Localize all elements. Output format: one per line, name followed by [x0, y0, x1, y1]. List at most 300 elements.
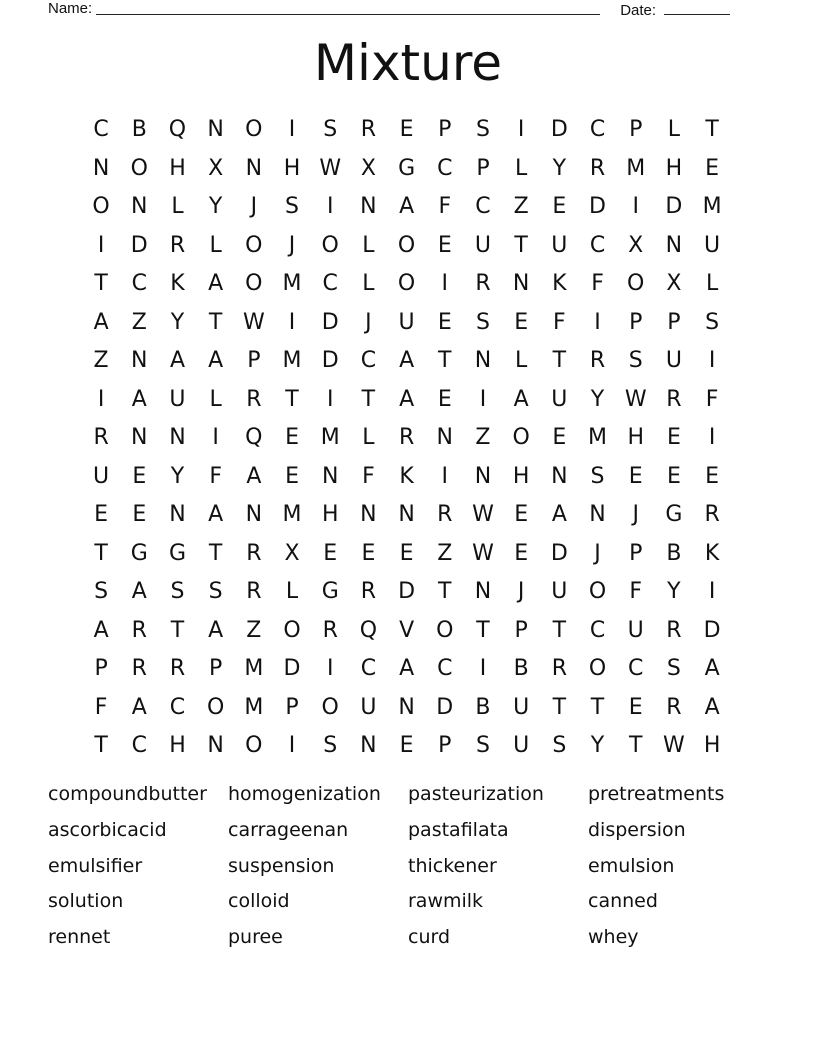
grid-letter[interactable]: O [245, 733, 263, 758]
grid-letter[interactable]: R [666, 617, 682, 643]
grid-letter[interactable]: O [206, 694, 225, 720]
grid-letter[interactable]: R [666, 694, 682, 720]
grid-letter[interactable]: W [242, 309, 265, 335]
grid-letter[interactable]: C [437, 155, 453, 181]
grid-letter[interactable]: N [92, 155, 110, 181]
grid-letter[interactable]: P [629, 309, 643, 335]
grid-letter[interactable]: A [704, 694, 720, 720]
grid-letter[interactable]: A [399, 386, 415, 412]
grid-letter[interactable]: F [209, 463, 222, 489]
grid-letter[interactable]: D [589, 194, 606, 219]
grid-letter[interactable]: S [705, 309, 720, 335]
grid-letter[interactable]: E [399, 540, 414, 566]
grid-letter[interactable]: F [629, 579, 643, 604]
grid-letter[interactable]: J [632, 502, 639, 527]
grid-letter[interactable]: M [244, 694, 264, 720]
grid-letter[interactable]: E [361, 540, 376, 566]
grid-letter[interactable]: D [436, 694, 454, 720]
grid-letter[interactable]: W [663, 733, 685, 758]
grid-letter[interactable]: B [513, 656, 529, 681]
grid-letter[interactable]: I [517, 117, 525, 142]
grid-letter[interactable]: Q [359, 617, 378, 643]
grid-letter[interactable]: T [438, 579, 452, 604]
grid-letter[interactable]: O [245, 271, 263, 296]
grid-letter[interactable]: R [704, 502, 720, 527]
grid-letter[interactable]: N [360, 502, 377, 527]
grid-letter[interactable]: E [285, 425, 299, 450]
grid-letter[interactable]: P [247, 348, 261, 373]
grid-letter[interactable]: F [553, 309, 566, 335]
grid-letter[interactable]: A [169, 348, 185, 373]
grid-letter[interactable]: C [322, 271, 338, 296]
grid-letter[interactable]: G [321, 579, 339, 604]
grid-letter[interactable]: I [288, 733, 296, 758]
grid-letter[interactable]: I [441, 463, 449, 489]
grid-letter[interactable]: C [360, 348, 377, 373]
grid-letter[interactable]: B [475, 694, 491, 720]
grid-letter[interactable]: J [594, 540, 601, 566]
grid-letter[interactable]: T [628, 733, 643, 758]
grid-letter[interactable]: T [590, 694, 605, 720]
grid-letter[interactable]: U [513, 733, 530, 758]
grid-letter[interactable]: N [551, 463, 568, 489]
grid-letter[interactable]: T [552, 694, 567, 720]
grid-letter[interactable]: I [326, 194, 334, 219]
grid-letter[interactable]: N [131, 194, 148, 219]
grid-letter[interactable]: I [708, 579, 716, 604]
grid-letter[interactable]: D [665, 194, 683, 219]
grid-letter[interactable]: I [708, 425, 716, 450]
grid-letter[interactable]: E [132, 463, 147, 489]
grid-letter[interactable]: N [398, 502, 415, 527]
word-list-item: carrageenan [228, 818, 349, 841]
grid-letter[interactable]: T [208, 309, 223, 335]
grid-letter[interactable]: F [438, 194, 452, 219]
grid-letter[interactable]: T [94, 271, 108, 296]
grid-letter[interactable]: I [97, 386, 105, 412]
grid-letter[interactable]: E [666, 463, 681, 489]
grid-letter[interactable]: N [436, 425, 454, 450]
grid-letter[interactable]: P [94, 656, 108, 681]
grid-letter[interactable]: R [246, 386, 262, 412]
grid-letter[interactable]: W [472, 502, 494, 527]
grid-letter[interactable]: Y [552, 155, 567, 181]
grid-letter[interactable]: N [207, 117, 224, 142]
grid-letter[interactable]: T [476, 617, 490, 643]
grid-letter[interactable]: N [321, 463, 339, 489]
grid-letter[interactable]: U [93, 463, 110, 489]
grid-letter[interactable]: I [594, 309, 601, 335]
grid-letter[interactable]: U [474, 232, 492, 258]
grid-letter[interactable]: I [212, 425, 219, 450]
grid-letter[interactable]: G [168, 540, 186, 566]
grid-letter[interactable]: T [705, 117, 719, 142]
grid-letter[interactable]: A [208, 617, 224, 643]
grid-letter[interactable]: N [169, 425, 186, 450]
grid-letter[interactable]: T [94, 540, 108, 566]
grid-letter[interactable]: O [245, 232, 263, 258]
grid-letter[interactable]: L [515, 155, 528, 181]
grid-letter[interactable]: I [288, 309, 296, 335]
grid-letter[interactable]: M [702, 194, 722, 219]
grid-letter[interactable]: R [589, 155, 606, 181]
grid-letter[interactable]: O [436, 617, 454, 643]
grid-letter[interactable]: O [321, 232, 339, 258]
grid-letter[interactable]: O [512, 425, 530, 450]
grid-letter[interactable]: S [323, 117, 338, 142]
word-list-item: thickener [408, 854, 497, 877]
grid-letter[interactable]: G [665, 502, 683, 527]
grid-letter[interactable]: A [704, 656, 720, 681]
grid-letter[interactable]: R [246, 540, 262, 566]
grid-letter[interactable]: R [360, 117, 377, 142]
grid-letter[interactable]: A [399, 656, 415, 681]
grid-letter[interactable]: P [438, 117, 452, 142]
grid-letter[interactable]: P [629, 117, 643, 142]
grid-letter[interactable]: A [131, 579, 147, 604]
grid-letter[interactable]: N [360, 733, 377, 758]
grid-letter[interactable]: Y [208, 194, 223, 219]
grid-letter[interactable]: Y [590, 733, 605, 758]
grid-letter[interactable]: T [285, 386, 299, 412]
grid-letter[interactable]: C [169, 694, 186, 720]
grid-letter[interactable]: A [513, 386, 529, 412]
grid-letter[interactable]: U [704, 232, 721, 258]
grid-letter[interactable]: D [321, 309, 339, 335]
grid-letter[interactable]: S [475, 117, 490, 142]
grid-letter[interactable]: Y [170, 463, 185, 489]
grid-letter[interactable]: T [438, 348, 452, 373]
grid-letter[interactable]: A [131, 386, 147, 412]
grid-letter[interactable]: H [283, 155, 301, 181]
grid-letter[interactable]: S [323, 733, 338, 758]
grid-letter[interactable]: H [665, 155, 683, 181]
grid-letter[interactable]: L [285, 579, 299, 604]
grid-letter[interactable]: I [632, 194, 639, 219]
word-list-item: puree [228, 926, 283, 949]
grid-letter[interactable]: D [321, 348, 339, 373]
grid-letter[interactable]: C [131, 733, 147, 758]
grid-letter[interactable]: C [131, 271, 147, 296]
grid-letter[interactable]: B [666, 540, 682, 566]
date-label: Date: [620, 2, 657, 19]
grid-letter[interactable]: J [250, 194, 258, 219]
grid-letter[interactable]: Z [93, 348, 109, 373]
grid-letter[interactable]: S [590, 463, 605, 489]
grid-letter[interactable]: N [207, 733, 224, 758]
grid-letter[interactable]: S [285, 194, 300, 219]
grid-letter[interactable]: C [628, 656, 644, 681]
grid-letter[interactable]: R [589, 348, 606, 373]
grid-letter[interactable]: N [474, 463, 492, 489]
grid-letter[interactable]: D [550, 540, 568, 566]
grid-letter[interactable]: O [92, 194, 110, 219]
grid-letter[interactable]: V [399, 617, 415, 643]
grid-letter[interactable]: N [169, 502, 186, 527]
grid-letter[interactable]: W [319, 155, 342, 181]
grid-letter[interactable]: E [666, 425, 681, 450]
grid-letter[interactable]: L [667, 117, 681, 142]
grid-letter[interactable]: N [131, 425, 148, 450]
grid-letter[interactable]: J [365, 309, 372, 335]
grid-letter[interactable]: O [397, 232, 416, 258]
grid-letter[interactable]: Y [170, 309, 185, 335]
grid-letter[interactable]: L [705, 271, 719, 296]
grid-letter[interactable]: A [131, 694, 147, 720]
grid-letter[interactable]: E [628, 463, 643, 489]
grid-letter[interactable]: Y [590, 386, 605, 412]
grid-letter[interactable]: E [437, 386, 452, 412]
grid-letter[interactable]: M [282, 348, 302, 373]
grid-letter[interactable]: M [282, 502, 302, 527]
grid-letter[interactable]: D [550, 117, 568, 142]
grid-letter[interactable]: R [246, 579, 262, 604]
grid-letter[interactable]: L [362, 232, 375, 258]
grid-letter[interactable]: M [320, 425, 340, 450]
grid-letter[interactable]: D [283, 656, 301, 681]
grid-letter[interactable]: E [552, 425, 567, 450]
grid-letter[interactable]: C [589, 232, 606, 258]
grid-letter[interactable]: F [705, 386, 719, 412]
grid-letter[interactable]: S [628, 348, 643, 373]
grid-letter[interactable]: L [171, 194, 184, 219]
grid-letter[interactable]: E [552, 194, 567, 219]
grid-letter[interactable]: E [628, 694, 643, 720]
grid-letter[interactable]: O [397, 271, 416, 296]
grid-letter[interactable]: E [705, 463, 720, 489]
grid-letter[interactable]: O [245, 117, 263, 142]
grid-letter[interactable]: I [708, 348, 716, 373]
grid-letter[interactable]: U [551, 232, 568, 258]
grid-letter[interactable]: U [360, 694, 377, 720]
grid-letter[interactable]: N [665, 232, 683, 258]
grid-letter[interactable]: C [589, 617, 606, 643]
grid-letter[interactable]: N [245, 502, 263, 527]
grid-letter[interactable]: N [589, 502, 606, 527]
grid-letter[interactable]: L [362, 425, 375, 450]
grid-letter[interactable]: G [130, 540, 148, 566]
grid-letter[interactable]: A [93, 617, 109, 643]
grid-letter[interactable]: G [398, 155, 416, 181]
grid-letter[interactable]: W [624, 386, 647, 412]
grid-letter[interactable]: D [130, 232, 148, 258]
grid-letter[interactable]: H [703, 733, 721, 758]
grid-letter[interactable]: S [94, 579, 109, 604]
grid-letter[interactable]: Z [513, 194, 529, 219]
grid-letter[interactable]: L [209, 232, 222, 258]
grid-letter[interactable]: S [208, 579, 223, 604]
grid-letter[interactable]: D [703, 617, 721, 643]
grid-letter[interactable]: E [94, 502, 109, 527]
word-list-item: compoundbutter [48, 783, 207, 805]
grid-letter[interactable]: Z [437, 540, 453, 566]
grid-letter[interactable]: K [704, 540, 720, 566]
grid-letter[interactable]: N [245, 155, 263, 181]
grid-letter[interactable]: F [591, 271, 604, 296]
grid-letter[interactable]: B [131, 117, 147, 142]
grid-letter[interactable]: X [628, 232, 644, 258]
grid-letter[interactable]: F [362, 463, 375, 489]
grid-letter[interactable]: P [285, 694, 299, 720]
grid-letter[interactable]: Z [131, 309, 147, 335]
grid-letter[interactable]: J [288, 232, 296, 258]
grid-letter[interactable]: R [360, 579, 377, 604]
grid-letter[interactable]: P [514, 617, 528, 643]
word-list-item: rennet [48, 926, 111, 949]
grid-letter[interactable]: Z [246, 617, 262, 643]
grid-letter[interactable]: M [588, 425, 608, 450]
grid-letter[interactable]: M [282, 271, 302, 296]
grid-letter[interactable]: U [169, 386, 186, 412]
word-list-item: emulsifier [48, 854, 143, 877]
grid-letter[interactable]: S [552, 733, 567, 758]
grid-letter[interactable]: E [705, 155, 720, 181]
grid-letter[interactable]: T [361, 386, 376, 412]
grid-letter[interactable]: R [322, 617, 338, 643]
grid-letter[interactable]: A [208, 502, 224, 527]
grid-letter[interactable]: T [208, 540, 223, 566]
grid-letter[interactable]: X [360, 155, 376, 181]
grid-letter[interactable]: C [360, 656, 377, 681]
grid-letter[interactable]: U [513, 694, 530, 720]
grid-letter[interactable]: E [323, 540, 338, 566]
grid-letter[interactable]: K [170, 271, 185, 296]
grid-letter[interactable]: N [360, 194, 377, 219]
grid-letter[interactable]: S [475, 309, 490, 335]
grid-letter[interactable]: A [208, 348, 224, 373]
grid-letter[interactable]: N [512, 271, 530, 296]
grid-letter[interactable]: R [398, 425, 415, 450]
grid-letter[interactable]: C [437, 656, 453, 681]
grid-letter[interactable]: U [398, 309, 415, 335]
grid-letter[interactable]: U [627, 617, 644, 643]
grid-letter[interactable]: O [130, 155, 148, 181]
grid-letter[interactable]: N [398, 694, 415, 720]
grid-letter[interactable]: U [551, 579, 568, 604]
grid-letter[interactable]: A [399, 194, 415, 219]
grid-letter[interactable]: R [437, 502, 453, 527]
grid-letter[interactable]: P [629, 540, 643, 566]
grid-letter[interactable]: E [285, 463, 299, 489]
grid-letter[interactable]: T [94, 733, 108, 758]
word-list-item: canned [588, 890, 658, 913]
word-list [48, 778, 768, 957]
grid-letter[interactable]: I [479, 386, 487, 412]
grid-letter[interactable]: O [588, 579, 607, 604]
grid-letter[interactable]: P [667, 309, 681, 335]
grid-letter[interactable]: Q [245, 425, 263, 450]
grid-letter[interactable]: M [626, 155, 646, 181]
grid-letter[interactable]: E [399, 733, 414, 758]
grid-letter[interactable]: D [398, 579, 416, 604]
grid-letter[interactable]: T [170, 617, 185, 643]
grid-letter[interactable]: L [515, 348, 528, 373]
grid-letter[interactable]: E [514, 502, 529, 527]
grid-letter[interactable]: J [517, 579, 525, 604]
grid-letter[interactable]: S [666, 656, 681, 681]
grid-letter[interactable]: C [589, 117, 606, 142]
grid-letter[interactable]: Z [475, 425, 491, 450]
grid-letter[interactable]: O [627, 271, 645, 296]
grid-letter[interactable]: L [362, 271, 375, 296]
grid-letter[interactable]: E [132, 502, 147, 527]
name-field[interactable] [96, 0, 600, 15]
grid-letter[interactable]: S [475, 733, 490, 758]
grid-letter[interactable]: O [283, 617, 301, 643]
grid-letter[interactable]: R [93, 425, 109, 450]
grid-letter[interactable]: X [284, 540, 300, 566]
grid-letter[interactable]: H [169, 155, 186, 181]
grid-letter[interactable]: I [441, 271, 449, 296]
grid-letter[interactable]: A [208, 271, 224, 296]
grid-letter[interactable]: U [665, 348, 682, 373]
grid-letter[interactable]: A [399, 348, 415, 373]
grid-letter[interactable]: M [244, 656, 264, 681]
grid-letter[interactable]: R [475, 271, 491, 296]
grid-letter[interactable]: N [474, 579, 492, 604]
grid-letter[interactable]: E [399, 117, 414, 142]
grid-letter[interactable]: A [551, 502, 567, 527]
grid-letter[interactable]: T [514, 232, 528, 258]
grid-letter[interactable]: L [209, 386, 222, 412]
grid-letter[interactable]: E [437, 309, 452, 335]
grid-letter[interactable]: R [131, 617, 147, 643]
grid-letter[interactable]: R [551, 656, 567, 681]
grid-letter[interactable]: X [666, 271, 682, 296]
grid-letter[interactable]: K [552, 271, 567, 296]
grid-letter[interactable]: A [246, 463, 262, 489]
grid-letter[interactable]: W [472, 540, 494, 566]
grid-letter[interactable]: H [627, 425, 644, 450]
grid-letter[interactable]: O [588, 656, 607, 681]
grid-letter[interactable]: H [321, 502, 339, 527]
grid-letter[interactable]: Q [168, 117, 187, 142]
grid-letter[interactable]: P [209, 656, 223, 681]
grid-letter[interactable]: E [514, 540, 529, 566]
grid-letter[interactable]: C [93, 117, 109, 142]
grid-letter[interactable]: N [131, 348, 148, 373]
grid-letter[interactable]: F [94, 694, 108, 720]
grid-letter[interactable]: O [321, 694, 339, 720]
grid-letter[interactable]: H [512, 463, 530, 489]
grid-letter[interactable]: R [169, 656, 186, 681]
grid-letter[interactable]: E [514, 309, 529, 335]
grid-letter[interactable]: A [93, 309, 109, 335]
grid-letter[interactable]: N [474, 348, 492, 373]
grid-letter[interactable]: X [208, 155, 224, 181]
grid-letter[interactable]: Y [667, 579, 681, 604]
grid-letter[interactable]: I [479, 656, 487, 681]
grid-letter[interactable]: I [326, 386, 334, 412]
grid-letter[interactable]: I [97, 232, 105, 258]
grid-letter[interactable]: R [666, 386, 682, 412]
grid-letter[interactable]: H [169, 733, 186, 758]
grid-letter[interactable]: R [131, 656, 147, 681]
grid-letter[interactable]: P [476, 155, 490, 181]
grid-letter[interactable]: U [551, 386, 568, 412]
grid-letter[interactable]: I [326, 656, 334, 681]
date-field[interactable] [664, 0, 730, 15]
grid-letter[interactable]: R [169, 232, 186, 258]
grid-letter[interactable]: E [437, 232, 452, 258]
grid-letter[interactable]: C [475, 194, 491, 219]
grid-letter[interactable]: I [288, 117, 296, 142]
grid-letter[interactable]: K [399, 463, 414, 489]
grid-letter[interactable]: P [438, 733, 452, 758]
grid-letter[interactable]: T [552, 348, 567, 373]
grid-letter[interactable]: T [552, 617, 567, 643]
grid-letter[interactable]: S [170, 579, 185, 604]
